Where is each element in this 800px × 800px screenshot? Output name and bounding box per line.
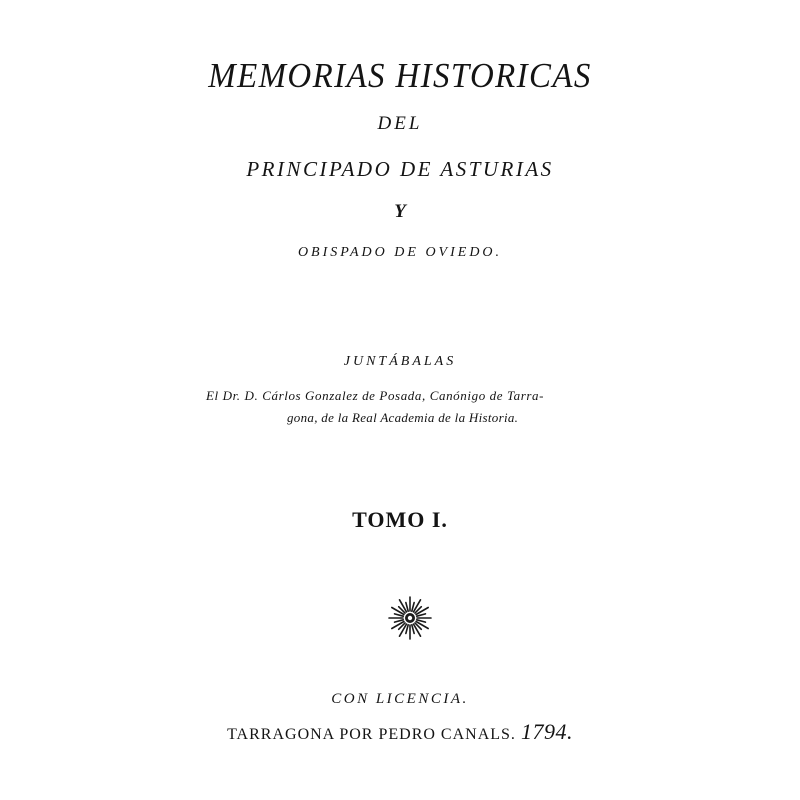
sunburst-ornament-icon <box>387 595 433 641</box>
author-line-2: gona, de la Real Academia de la Historia. <box>287 410 519 425</box>
author-line-1: El Dr. D. Cárlos Gonzalez de Posada, Canónigo de Tarra- <box>206 388 545 403</box>
license-line: CON LICENCIA. <box>331 691 469 707</box>
title-conjunction: Y <box>394 201 406 222</box>
title-main: MEMORIAS HISTORICAS <box>208 56 592 95</box>
imprint-year: 1794. <box>520 719 573 744</box>
compiled-by-label: JUNTÁBALAS <box>343 354 457 369</box>
title-del: DEL <box>377 113 423 134</box>
volume-label: TOMO I. <box>352 507 448 532</box>
title-principado: PRINCIPADO DE ASTURIAS <box>246 157 554 181</box>
title-obispado: OBISPADO DE OVIEDO. <box>297 245 503 260</box>
imprint-printer: TARRAGONA POR PEDRO CANALS. <box>227 726 516 743</box>
imprint-line <box>0 719 800 745</box>
